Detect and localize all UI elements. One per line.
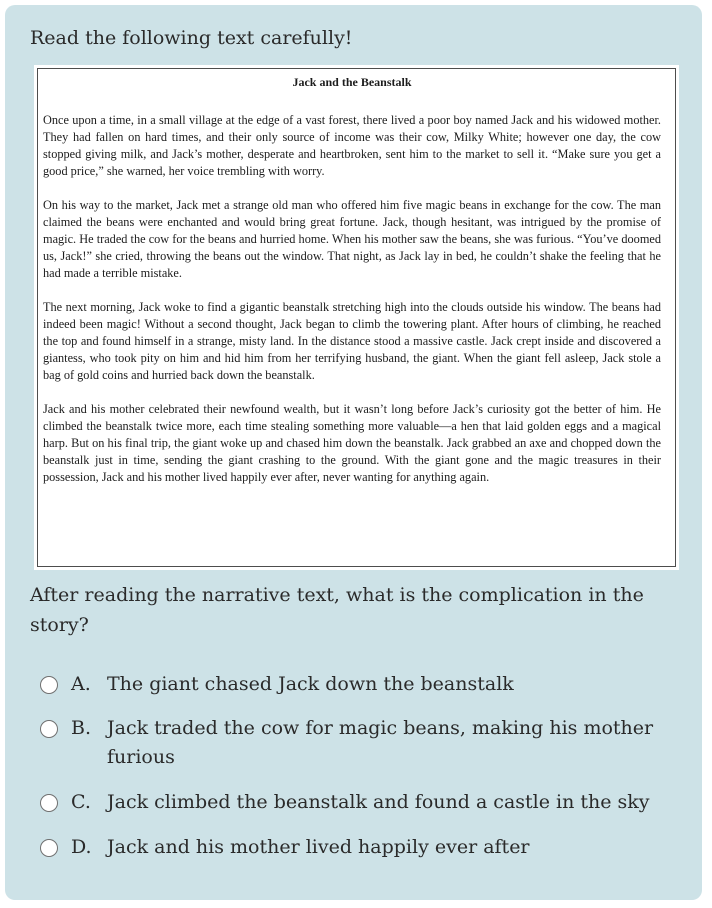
option-b[interactable]	[40, 714, 660, 772]
option-d[interactable]	[40, 833, 660, 862]
radio-button-a[interactable]	[40, 676, 58, 694]
option-text: Jack traded the cow for magic beans, making his mother furious	[107, 717, 654, 768]
radio-button-b[interactable]	[40, 720, 58, 738]
passage-paragraph: On his way to the market, Jack met a strange old man who offered him five magic beans in exchange for the cow. The man claimed the beans were enchanted and would bring great fortune. Jack, though hesitant, was intrigued by the promise of magic. He traded the cow for the beans and hurried home. When his mother saw the beans, she was furious. “You’ve doomed us, Jack!” she cried, throwing the beans out the window. That night, as Jack lay in bed, he couldn’t shake the feeling that he had made a terrible mistake.	[43, 198, 661, 280]
passage-box	[34, 65, 679, 570]
passage-title: Jack and the Beanstalk	[292, 75, 412, 89]
passage-paragraph: The next morning, Jack woke to find a gigantic beanstalk stretching high into the clouds outside his window. The beans had indeed been magic! Without a second thought, Jack began to climb the towering plant. After hours of climbing, he reached the top and found himself in a strange, misty land. In the distance stood a massive castle. Jack crept inside and discovered a giantess, who took pity on him and hid him from her terrifying husband, the giant. When the giant fell asleep, Jack stole a bag of gold coins and hurried back down the beanstalk.	[43, 300, 661, 382]
passage-paragraph: Jack and his mother celebrated their newfound wealth, but it wasn’t long before Jack’s curiosity got the better of him. He climbed the beanstalk twice more, each time stealing something more valuable—a hen that laid golden eggs and a magical harp. But on his final trip, the giant woke up and chased him down the beanstalk. Jack grabbed an axe and chopped down the beanstalk just in time, sending the giant crashing to the ground. With the giant gone and the magic treasures in their possession, Jack and his mother lived happily ever after, never wanting for anything again.	[43, 402, 661, 484]
option-letter: A.	[71, 673, 91, 695]
option-text: Jack and his mother lived happily ever after	[107, 836, 530, 858]
question-card	[5, 5, 702, 900]
passage-frame	[37, 68, 676, 567]
option-letter: B.	[71, 717, 92, 739]
option-text: The giant chased Jack down the beanstalk	[107, 673, 514, 695]
radio-button-c[interactable]	[40, 794, 58, 812]
question-text: After reading the narrative text, what is the complication in the story?	[30, 584, 644, 636]
radio-button-d[interactable]	[40, 839, 58, 857]
option-a[interactable]	[40, 670, 660, 699]
option-letter: D.	[71, 836, 92, 858]
option-c[interactable]	[40, 788, 660, 817]
option-letter: C.	[71, 791, 91, 813]
option-text: Jack climbed the beanstalk and found a castle in the sky	[107, 791, 650, 813]
passage-paragraph: Once upon a time, in a small village at the edge of a vast forest, there lived a poor boy named Jack and his widowed mother. They had fallen on hard times, and their only source of income was their cow, Milky White; however one day, the cow stopped giving milk, and Jack’s mother, desperate and heartbroken, sent him to the market to sell it. “Make sure you get a good price,” she warned, her voice trembling with worry.	[43, 113, 661, 178]
instruction-text: Read the following text carefully!	[30, 27, 353, 49]
